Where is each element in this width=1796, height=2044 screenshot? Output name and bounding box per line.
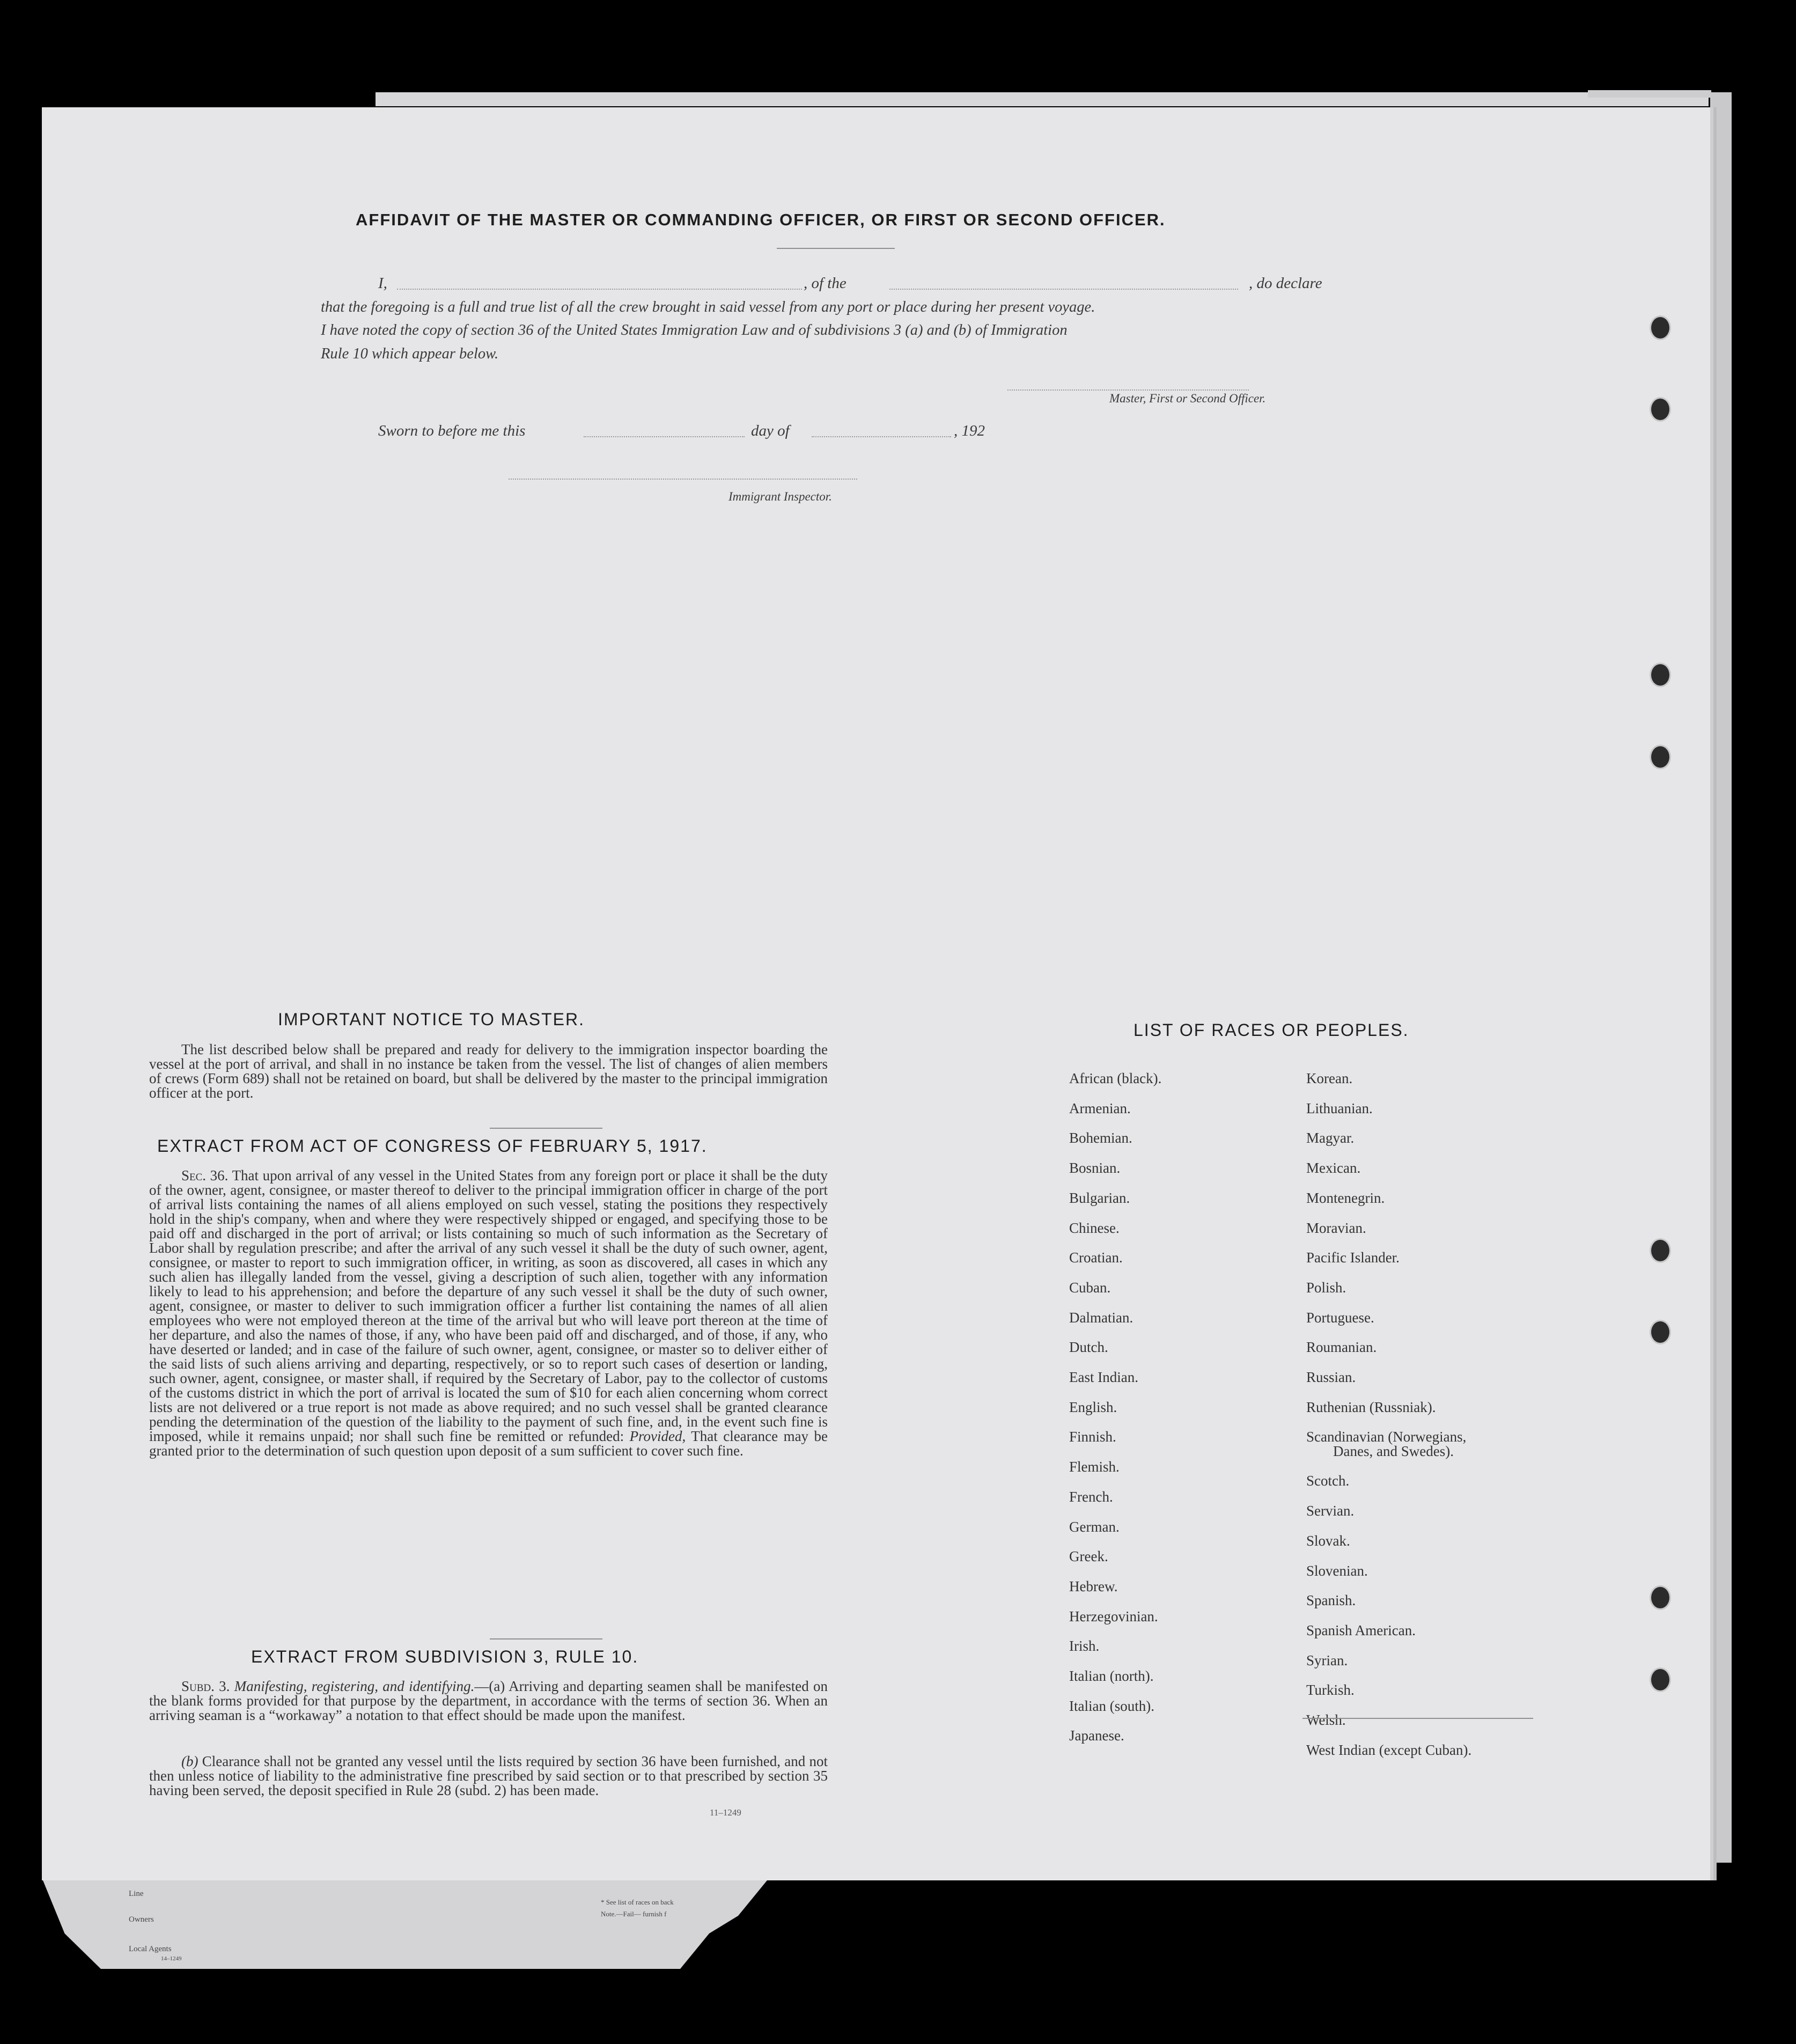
binder-hole bbox=[1650, 397, 1671, 422]
rule-para-a bbox=[149, 1679, 828, 1723]
act-text bbox=[149, 1168, 828, 1458]
race-item: Lithuanian. bbox=[1306, 1100, 1373, 1116]
act-text-a: That upon arrival of any vessel in the United States from any foreign port or place it shall be the duty of the owner, agent, consignee, or master thereof to deliver to the principal immigration officer in charge of the port of arrival lists containing the names of all aliens employed on such vessel, stating the positions they respectively hold in the ship's company, when and where they were respectively shipped or engaged, and specifying those to be paid off and discharged in the port of arrival; or lists containing so much of such information as the Secretary of Labor shall by regulation prescribe; and after the arrival of any such vessel it shall be the duty of such owner, agent, consignee, or master to report to such immigration officer, in writing, as soon as discovered, all cases in which any such alien has illegally landed from the vessel, giving a description of such alien, together with any information likely to lead to his apprehension; and before the departure of any such vessel it shall be the duty of such owner, agent, consignee, or master to deliver to such immigration officer a further list containing the names of all alien employees who were not employed thereon at the time of the arrival but who will leave port thereon at the time of her departure, and also the names of those, if any, who have been paid off and discharged, and of those, if any, who have deserted or landed; and in case of the failure of such owner, agent, consignee, or master so to deliver either of the said lists of such aliens arriving and departing, respectively, or so to report such cases of desertion or landing, such owner, agent, consignee, or master shall, if required by the Secretary of Labor, pay to the collector of customs of the customs district in which the port of arrival is located the sum of $10 for each alien concerning whom correct lists are not delivered or a true report is not made as above required; and no such vessel shall be granted clearance pending the determination of the question of the liability to the payment of such fine, and, in the event such fine is imposed, while it remains unpaid; nor shall such fine be remitted or refunded: bbox=[149, 1167, 828, 1444]
binder-hole bbox=[1650, 1320, 1671, 1344]
document-page bbox=[42, 107, 1710, 1880]
race-item: Spanish American. bbox=[1306, 1622, 1416, 1638]
affidavit-line3: I have noted the copy of section 36 of the United States Immigration Law and of subdivisions 3 (a) and (b) of Immigration bbox=[321, 322, 1068, 339]
race-item: Polish. bbox=[1306, 1279, 1346, 1296]
inspector-label: Immigrant Inspector. bbox=[728, 490, 832, 503]
race-item: Bulgarian. bbox=[1069, 1189, 1130, 1206]
vessel-blank[interactable] bbox=[889, 289, 1238, 290]
race-item: Italian (south). bbox=[1069, 1697, 1154, 1714]
notice-text: The list described below shall be prepared and ready for delivery to the immigration inspector boarding the vessel at the port of arrival, and shall in no instance be taken from the vessel. The list of changes of alien members of crews (Form 689) shall not be retained on board, but shall be delivered by the master to the principal immigration officer at the port. bbox=[149, 1041, 828, 1101]
rule-para-a-text: —(a) Arriving and departing seamen shall be manifested on the blank forms provided for that purpose by the department, in accordance with the terms of section 36. When an arriving seaman is a “workaway” a notation to that effect should be made upon the manifest. bbox=[149, 1678, 828, 1723]
race-item: Herzegovinian. bbox=[1069, 1608, 1158, 1624]
binder-hole bbox=[1650, 1585, 1671, 1610]
races-column-1 bbox=[1069, 1064, 1161, 1751]
rule-heading: EXTRACT FROM SUBDIVISION 3, RULE 10. bbox=[251, 1647, 639, 1666]
race-item: Croatian. bbox=[1069, 1249, 1123, 1266]
page-edge-top bbox=[376, 92, 1709, 106]
binder-hole bbox=[1650, 1238, 1671, 1263]
act-text-b: That clearance may be granted prior to the determination of such question upon deposit of a sum sufficient to cover such fine. bbox=[149, 1428, 828, 1459]
race-item: Pacific Islander. bbox=[1306, 1249, 1400, 1266]
race-item: Japanese. bbox=[1069, 1727, 1124, 1744]
para-b-label: (b) bbox=[181, 1753, 198, 1769]
affidavit-line4: Rule 10 which appear below. bbox=[321, 345, 499, 362]
race-item: Russian. bbox=[1306, 1369, 1356, 1386]
affidavit-of-the: , of the bbox=[804, 275, 847, 292]
slip-agents-label: Local Agents bbox=[129, 1945, 172, 1953]
affidavit-line2: that the foregoing is a full and true list of all the crew brought in said vessel from any port or place during her present voyage. bbox=[321, 299, 1095, 315]
act-provided: Provided, bbox=[629, 1428, 686, 1444]
inspector-signature-blank[interactable] bbox=[509, 479, 857, 480]
race-item: Greek. bbox=[1069, 1548, 1108, 1565]
slip-note-1: * See list of races on back bbox=[601, 1898, 674, 1906]
slip-owners-label: Owners bbox=[129, 1915, 154, 1924]
slip-form-number: 14–1249 bbox=[161, 1955, 182, 1962]
race-item: West Indian (except Cuban). bbox=[1306, 1741, 1472, 1758]
race-item: Spanish. bbox=[1306, 1592, 1356, 1609]
race-item: Montenegrin. bbox=[1306, 1189, 1385, 1206]
race-item: Armenian. bbox=[1069, 1100, 1131, 1116]
race-item: Ruthenian (Russniak). bbox=[1306, 1399, 1436, 1415]
race-item: Bosnian. bbox=[1069, 1160, 1121, 1177]
race-item: Servian. bbox=[1306, 1503, 1355, 1519]
binder-hole bbox=[1650, 315, 1671, 340]
race-item: Welsh. bbox=[1306, 1712, 1346, 1729]
race-item: Slovak. bbox=[1306, 1532, 1350, 1549]
race-item: Italian (north). bbox=[1069, 1668, 1154, 1685]
race-item: Portuguese. bbox=[1306, 1309, 1374, 1326]
race-item: French. bbox=[1069, 1488, 1113, 1505]
name-blank[interactable] bbox=[397, 289, 802, 290]
affidavit-heading: AFFIDAVIT OF THE MASTER OR COMMANDING OFFICER, OR FIRST OR SECOND OFFICER. bbox=[356, 210, 1166, 229]
day-of-label: day of bbox=[751, 422, 790, 439]
master-signature-label: Master, First or Second Officer. bbox=[1109, 392, 1266, 405]
underlying-form-slip bbox=[43, 1880, 767, 1969]
race-item: Irish. bbox=[1069, 1638, 1100, 1655]
slip-line-label: Line bbox=[129, 1889, 144, 1898]
race-item: Scandinavian (Norwegians, bbox=[1306, 1429, 1467, 1445]
race-item: Chinese. bbox=[1069, 1219, 1120, 1236]
race-item: Cuban. bbox=[1069, 1279, 1111, 1296]
subd-label: Subd. 3. bbox=[181, 1678, 230, 1694]
race-item: Scotch. bbox=[1306, 1473, 1350, 1489]
page-edge-right bbox=[1710, 92, 1732, 1863]
year-label: , 192 bbox=[954, 422, 985, 439]
race-item: English. bbox=[1069, 1399, 1117, 1415]
race-item: Finnish. bbox=[1069, 1429, 1116, 1445]
race-item: Korean. bbox=[1306, 1070, 1353, 1086]
rule-para-b bbox=[149, 1754, 828, 1798]
sworn-month-blank[interactable] bbox=[812, 436, 951, 437]
race-item: Hebrew. bbox=[1069, 1578, 1118, 1594]
heading-rule bbox=[777, 248, 895, 249]
binder-hole bbox=[1650, 1667, 1671, 1692]
master-signature-blank[interactable] bbox=[1007, 389, 1249, 391]
race-item: Danes, and Swedes). bbox=[1333, 1443, 1454, 1460]
affidavit-declare: , do declare bbox=[1249, 275, 1322, 292]
race-item: Slovenian. bbox=[1306, 1562, 1368, 1579]
race-item: Flemish. bbox=[1069, 1459, 1120, 1475]
race-item: Mexican. bbox=[1306, 1160, 1361, 1177]
page-edge-top-corner bbox=[1588, 90, 1711, 98]
races-end-rule bbox=[1302, 1718, 1533, 1719]
act-sec-label: Sec. 36. bbox=[181, 1167, 229, 1183]
act-heading: EXTRACT FROM ACT OF CONGRESS OF FEBRUARY 5, 1917. bbox=[157, 1136, 708, 1156]
race-item: African (black). bbox=[1069, 1070, 1162, 1086]
race-item: Turkish. bbox=[1306, 1682, 1355, 1699]
race-item: Syrian. bbox=[1306, 1652, 1348, 1668]
act-rule bbox=[490, 1638, 602, 1639]
sworn-day-blank[interactable] bbox=[584, 436, 745, 437]
races-heading: LIST OF RACES OR PEOPLES. bbox=[1133, 1020, 1409, 1040]
notice-rule bbox=[490, 1128, 602, 1129]
binder-hole bbox=[1650, 745, 1671, 769]
form-number: 11–1249 bbox=[710, 1807, 741, 1818]
slip-note-2: Note.—Fail— furnish f bbox=[601, 1910, 667, 1918]
notice-heading: IMPORTANT NOTICE TO MASTER. bbox=[278, 1010, 585, 1029]
races-column-2 bbox=[1306, 1064, 1471, 1765]
subd-title: Manifesting, registering, and identifying. bbox=[234, 1678, 475, 1694]
sworn-label: Sworn to before me this bbox=[378, 422, 526, 439]
binder-hole bbox=[1650, 663, 1671, 687]
race-item: Bohemian. bbox=[1069, 1130, 1132, 1146]
race-item: German. bbox=[1069, 1518, 1120, 1535]
race-item: East Indian. bbox=[1069, 1369, 1138, 1386]
race-item: Roumanian. bbox=[1306, 1339, 1377, 1356]
rule-para-b-text: Clearance shall not be granted any vessel until the lists required by section 36 have been furnished, and not then unless notice of liability to the administrative fine prescribed by said section or to that prescribed by section 35 having been served, the deposit specified in Rule 28 (subd. 2) has been made. bbox=[149, 1753, 828, 1798]
race-item: Dutch. bbox=[1069, 1339, 1108, 1356]
race-item: Magyar. bbox=[1306, 1130, 1355, 1146]
race-item: Moravian. bbox=[1306, 1219, 1366, 1236]
affidavit-i: I, bbox=[378, 275, 387, 292]
race-item: Dalmatian. bbox=[1069, 1309, 1133, 1326]
